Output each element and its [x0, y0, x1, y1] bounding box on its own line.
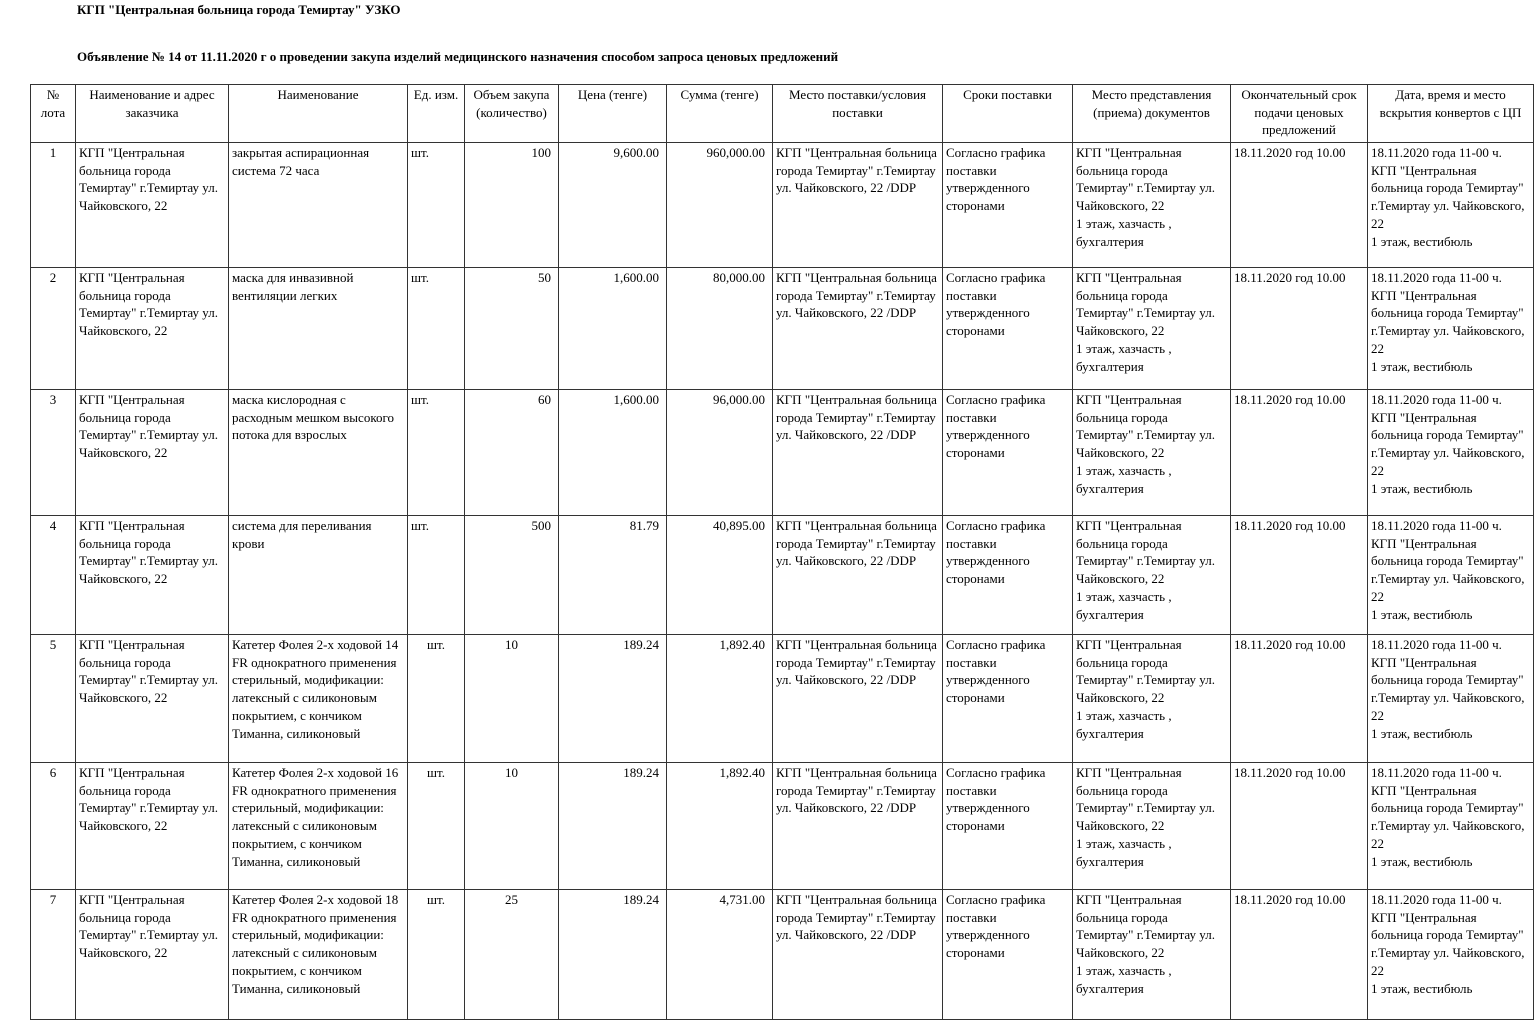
- lot-number-cell: 7: [31, 890, 76, 1020]
- quantity-cell: 500: [465, 516, 559, 635]
- deadline-cell: 18.11.2020 год 10.00: [1231, 763, 1368, 890]
- delivery-terms-cell: Согласно графика поставки утвержденного сторонами: [943, 268, 1073, 390]
- header-unit: Ед. изм.: [408, 85, 465, 143]
- delivery-terms-cell: Согласно графика поставки утвержденного сторонами: [943, 763, 1073, 890]
- customer-cell: КГП "Центральная больница города Темиртау" г.Темиртау ул. Чайковского, 22: [76, 143, 229, 268]
- unit-cell: шт.: [408, 143, 465, 268]
- table-body: [31, 143, 1534, 1020]
- sum-cell: 960,000.00: [667, 143, 773, 268]
- delivery-terms-cell: Согласно графика поставки утвержденного сторонами: [943, 635, 1073, 763]
- table-row: [31, 268, 1534, 390]
- docs-place-cell: КГП "Центральная больница города Темиртау" г.Темиртау ул. Чайковского, 22 1 этаж, хазчасть , бухгалтерия: [1073, 763, 1231, 890]
- table-row: [31, 516, 1534, 635]
- sum-cell: 4,731.00: [667, 890, 773, 1020]
- opening-cell: 18.11.2020 года 11-00 ч. КГП "Центральная больница города Темиртау" г.Темиртау ул. Чайковского, 22 1 этаж, вестибюль: [1368, 390, 1534, 516]
- table-row: [31, 763, 1534, 890]
- docs-place-cell: КГП "Центральная больница города Темиртау" г.Темиртау ул. Чайковского, 22 1 этаж, хазчасть , бухгалтерия: [1073, 890, 1231, 1020]
- delivery-place-cell: КГП "Центральная больница города Темиртау" г.Темиртау ул. Чайковского, 22 /DDP: [773, 390, 943, 516]
- price-cell: 189.24: [559, 890, 667, 1020]
- quantity-cell: 10: [465, 763, 559, 890]
- item-name-cell: Катетер Фолея 2-х ходовой 16 FR однократного применения стерильный, модификации: латексный с силиконовым покрытием, с кончиком Тиманна, силиконовый: [229, 763, 408, 890]
- docs-place-cell: КГП "Центральная больница города Темиртау" г.Темиртау ул. Чайковского, 22 1 этаж, хазчасть , бухгалтерия: [1073, 143, 1231, 268]
- deadline-cell: 18.11.2020 год 10.00: [1231, 268, 1368, 390]
- lot-number-cell: 1: [31, 143, 76, 268]
- sum-cell: 96,000.00: [667, 390, 773, 516]
- opening-cell: 18.11.2020 года 11-00 ч. КГП "Центральная больница города Темиртау" г.Темиртау ул. Чайковского, 22 1 этаж, вестибюль: [1368, 635, 1534, 763]
- price-cell: 189.24: [559, 763, 667, 890]
- item-name-cell: маска для инвазивной вентиляции легких: [229, 268, 408, 390]
- customer-cell: КГП "Центральная больница города Темиртау" г.Темиртау ул. Чайковского, 22: [76, 390, 229, 516]
- header-item-name: Наименование: [229, 85, 408, 143]
- item-name-cell: Катетер Фолея 2-х ходовой 18 FR однократного применения стерильный, модификации: латексный с силиконовым покрытием, с кончиком Тиманна, силиконовый: [229, 890, 408, 1020]
- table-header-row: [31, 85, 1534, 143]
- lot-number-cell: 5: [31, 635, 76, 763]
- delivery-terms-cell: Согласно графика поставки утвержденного сторонами: [943, 390, 1073, 516]
- delivery-terms-cell: Согласно графика поставки утвержденного сторонами: [943, 143, 1073, 268]
- price-cell: 81.79: [559, 516, 667, 635]
- customer-cell: КГП "Центральная больница города Темиртау" г.Темиртау ул. Чайковского, 22: [76, 635, 229, 763]
- unit-cell: шт.: [408, 268, 465, 390]
- docs-place-cell: КГП "Центральная больница города Темиртау" г.Темиртау ул. Чайковского, 22 1 этаж, хазчасть , бухгалтерия: [1073, 390, 1231, 516]
- price-cell: 189.24: [559, 635, 667, 763]
- announcement-title: Объявление № 14 от 11.11.2020 г о проведении закупа изделий медицинского назначения способом запроса ценовых предложений: [77, 49, 839, 64]
- organization-title: КГП "Центральная больница города Темиртау" УЗКО: [77, 2, 401, 17]
- docs-place-cell: КГП "Центральная больница города Темиртау" г.Темиртау ул. Чайковского, 22 1 этаж, хазчасть , бухгалтерия: [1073, 635, 1231, 763]
- quantity-cell: 25: [465, 890, 559, 1020]
- opening-cell: 18.11.2020 года 11-00 ч. КГП "Центральная больница города Темиртау" г.Темиртау ул. Чайковского, 22 1 этаж, вестибюль: [1368, 516, 1534, 635]
- docs-place-cell: КГП "Центральная больница города Темиртау" г.Темиртау ул. Чайковского, 22 1 этаж, хазчасть , бухгалтерия: [1073, 268, 1231, 390]
- unit-cell: шт.: [408, 763, 465, 890]
- delivery-place-cell: КГП "Центральная больница города Темиртау" г.Темиртау ул. Чайковского, 22 /DDP: [773, 635, 943, 763]
- header-deadline: Окончательный срок подачи ценовых предложений: [1231, 85, 1368, 143]
- deadline-cell: 18.11.2020 год 10.00: [1231, 516, 1368, 635]
- delivery-terms-cell: Согласно графика поставки утвержденного сторонами: [943, 890, 1073, 1020]
- item-name-cell: система для переливания крови: [229, 516, 408, 635]
- sum-cell: 80,000.00: [667, 268, 773, 390]
- item-name-cell: маска кислородная с расходным мешком высокого потока для взрослых: [229, 390, 408, 516]
- docs-place-cell: КГП "Центральная больница города Темиртау" г.Темиртау ул. Чайковского, 22 1 этаж, хазчасть , бухгалтерия: [1073, 516, 1231, 635]
- quantity-cell: 100: [465, 143, 559, 268]
- opening-cell: 18.11.2020 года 11-00 ч. КГП "Центральная больница города Темиртау" г.Темиртау ул. Чайковского, 22 1 этаж, вестибюль: [1368, 890, 1534, 1020]
- lot-number-cell: 4: [31, 516, 76, 635]
- delivery-terms-cell: Согласно графика поставки утвержденного сторонами: [943, 516, 1073, 635]
- lot-number-cell: 6: [31, 763, 76, 890]
- lots-table: [30, 84, 1534, 1020]
- item-name-cell: закрытая аспирационная система 72 часа: [229, 143, 408, 268]
- price-cell: 1,600.00: [559, 390, 667, 516]
- table-row: [31, 143, 1534, 268]
- quantity-cell: 50: [465, 268, 559, 390]
- sum-cell: 40,895.00: [667, 516, 773, 635]
- header-sum: Сумма (тенге): [667, 85, 773, 143]
- deadline-cell: 18.11.2020 год 10.00: [1231, 143, 1368, 268]
- sum-cell: 1,892.40: [667, 635, 773, 763]
- delivery-place-cell: КГП "Центральная больница города Темиртау" г.Темиртау ул. Чайковского, 22 /DDP: [773, 268, 943, 390]
- delivery-place-cell: КГП "Центральная больница города Темиртау" г.Темиртау ул. Чайковского, 22 /DDP: [773, 763, 943, 890]
- opening-cell: 18.11.2020 года 11-00 ч. КГП "Центральная больница города Темиртау" г.Темиртау ул. Чайковского, 22 1 этаж, вестибюль: [1368, 268, 1534, 390]
- header-docs-place: Место представления (приема) документов: [1073, 85, 1231, 143]
- header-delivery-terms: Сроки поставки: [943, 85, 1073, 143]
- customer-cell: КГП "Центральная больница города Темиртау" г.Темиртау ул. Чайковского, 22: [76, 890, 229, 1020]
- header-customer: Наименование и адрес заказчика: [76, 85, 229, 143]
- header-lot-number: № лота: [31, 85, 76, 143]
- table-row: [31, 890, 1534, 1020]
- quantity-cell: 60: [465, 390, 559, 516]
- table-row: [31, 635, 1534, 763]
- sum-cell: 1,892.40: [667, 763, 773, 890]
- delivery-place-cell: КГП "Центральная больница города Темиртау" г.Темиртау ул. Чайковского, 22 /DDP: [773, 890, 943, 1020]
- unit-cell: шт.: [408, 390, 465, 516]
- deadline-cell: 18.11.2020 год 10.00: [1231, 890, 1368, 1020]
- quantity-cell: 10: [465, 635, 559, 763]
- lot-number-cell: 2: [31, 268, 76, 390]
- header-price: Цена (тенге): [559, 85, 667, 143]
- opening-cell: 18.11.2020 года 11-00 ч. КГП "Центральная больница города Темиртау" г.Темиртау ул. Чайковского, 22 1 этаж, вестибюль: [1368, 143, 1534, 268]
- item-name-cell: Катетер Фолея 2-х ходовой 14 FR однократного применения стерильный, модификации: латексный с силиконовым покрытием, с кончиком Тиманна, силиконовый: [229, 635, 408, 763]
- unit-cell: шт.: [408, 516, 465, 635]
- lot-number-cell: 3: [31, 390, 76, 516]
- delivery-place-cell: КГП "Центральная больница города Темиртау" г.Темиртау ул. Чайковского, 22 /DDP: [773, 516, 943, 635]
- customer-cell: КГП "Центральная больница города Темиртау" г.Темиртау ул. Чайковского, 22: [76, 763, 229, 890]
- table-row: [31, 390, 1534, 516]
- opening-cell: 18.11.2020 года 11-00 ч. КГП "Центральная больница города Темиртау" г.Темиртау ул. Чайковского, 22 1 этаж, вестибюль: [1368, 763, 1534, 890]
- delivery-place-cell: КГП "Центральная больница города Темиртау" г.Темиртау ул. Чайковского, 22 /DDP: [773, 143, 943, 268]
- price-cell: 1,600.00: [559, 268, 667, 390]
- header-opening: Дата, время и место вскрытия конвертов с ЦП: [1368, 85, 1534, 143]
- price-cell: 9,600.00: [559, 143, 667, 268]
- customer-cell: КГП "Центральная больница города Темиртау" г.Темиртау ул. Чайковского, 22: [76, 516, 229, 635]
- deadline-cell: 18.11.2020 год 10.00: [1231, 635, 1368, 763]
- unit-cell: шт.: [408, 890, 465, 1020]
- customer-cell: КГП "Центральная больница города Темиртау" г.Темиртау ул. Чайковского, 22: [76, 268, 229, 390]
- unit-cell: шт.: [408, 635, 465, 763]
- header-delivery-place: Место поставки/условия поставки: [773, 85, 943, 143]
- deadline-cell: 18.11.2020 год 10.00: [1231, 390, 1368, 516]
- header-quantity: Объем закупа (количество): [465, 85, 559, 143]
